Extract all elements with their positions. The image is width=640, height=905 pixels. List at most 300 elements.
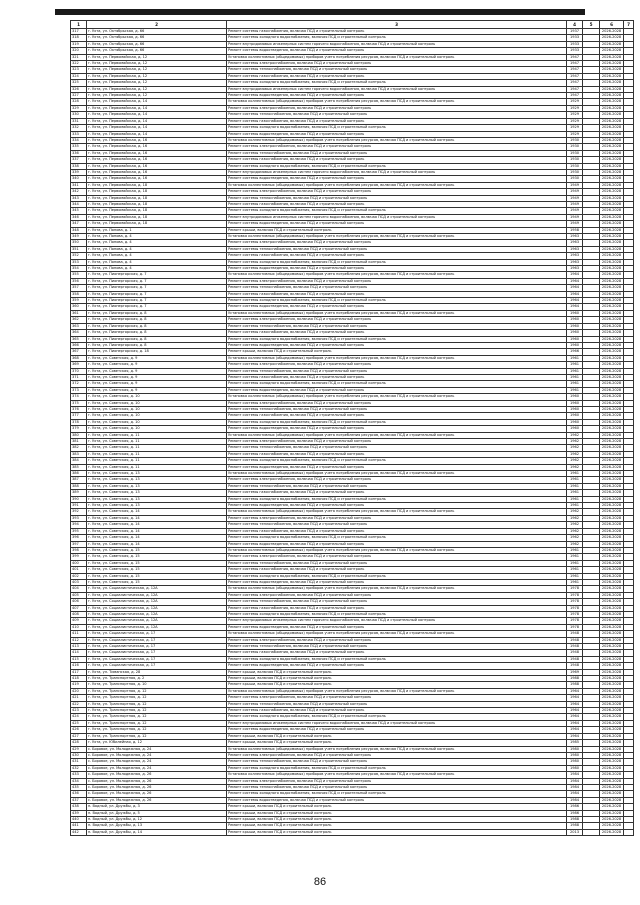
row-address: г. Ухта, ул. Советская, д. 15 (87, 573, 227, 579)
row-work-type: Ремонт внутридомовых инженерных систем горячего водоснабжения, включая ПСД и строительный контроль (227, 214, 567, 220)
row-address: г. Ухта, ул. Пионергорская, д. 8 (87, 336, 227, 342)
row-address: п. Водный, ул. Дружбы, д. 3 (87, 804, 227, 810)
row-address: г. Ухта, ул. Советская, д. 9 (87, 387, 227, 393)
row-period: 2026-2028 (600, 387, 624, 393)
row-period: 2026-2028 (600, 381, 624, 387)
row-build-year: 1963 (567, 266, 583, 272)
row-work-type: Установка коллективных (общедомовых) приборов учета потребления ресурсов, включая ПСД и строительный контроль (227, 234, 567, 240)
row-number: 433 (71, 772, 87, 778)
row-address: г. Ухта, ул. Социалистическая, д. 17 (87, 637, 227, 643)
row-address: г. Ухта, ул. Социалистическая, д. 12А (87, 605, 227, 611)
row-number: 441 (71, 823, 87, 829)
row-build-year: 1978 (567, 605, 583, 611)
row-number: 364 (71, 330, 87, 336)
row-work-type: Ремонт системы холодного водоснабжения, включая ПСД и строительный контроль (227, 496, 567, 502)
row-period: 2026-2028 (600, 144, 624, 150)
row-number: 379 (71, 426, 87, 432)
row-build-year: 1962 (567, 451, 583, 457)
row-address: с. Боровое, ул. Молодежная, д. 26 (87, 797, 227, 803)
row-period: 2026-2028 (600, 695, 624, 701)
row-address: с. Боровое, ул. Молодежная, д. 24 (87, 746, 227, 752)
row-period: 2026-2028 (600, 772, 624, 778)
row-address: г. Ухта, ул. Пионергорская, д. 18 (87, 349, 227, 355)
row-work-type: Ремонт системы теплоснабжения, включая ПСД и строительный контроль (227, 112, 567, 118)
row-work-type: Ремонт системы теплоснабжения, включая ПСД и строительный контроль (227, 644, 567, 650)
row-build-year: 1960 (567, 413, 583, 419)
row-period: 2026-2028 (600, 214, 624, 220)
row-work-type: Ремонт системы электроснабжения, включая ПСД и строительный контроль (227, 439, 567, 445)
row-address: г. Ухта, ул. Советская, д. 15 (87, 547, 227, 553)
row-number: 384 (71, 458, 87, 464)
row-build-year: 1966 (567, 349, 583, 355)
row-build-year: 1985 (567, 740, 583, 746)
row-work-type: Ремонт системы водоотведения, включая ПСД и строительный контроль (227, 342, 567, 348)
row-number: 374 (71, 394, 87, 400)
row-number: 373 (71, 387, 87, 393)
row-period: 2026-2028 (600, 323, 624, 329)
row-address: г. Ухта, ул. Пионергорская, д. 7 (87, 272, 227, 278)
row-address: г. Ухта, ул. Транспортная, д. 10 (87, 682, 227, 688)
row-build-year: 1937 (567, 29, 583, 35)
row-period: 2026-2028 (600, 778, 624, 784)
table-body (71, 29, 634, 836)
row-period: 2026-2028 (600, 650, 624, 656)
row-address: г. Ухта, ул. Октябрьская, д. 66 (87, 29, 227, 35)
row-address: г. Ухта, ул. Советская, д. 14 (87, 528, 227, 534)
row-period: 2026-2028 (600, 816, 624, 822)
row-build-year: 1961 (567, 483, 583, 489)
row-build-year: 1947 (567, 93, 583, 99)
row-number: 400 (71, 560, 87, 566)
row-period: 2026-2028 (600, 201, 624, 207)
row-number: 436 (71, 791, 87, 797)
row-work-type: Ремонт системы холодного водоснабжения, включая ПСД и строительный контроль (227, 208, 567, 214)
row-build-year: 1984 (567, 784, 583, 790)
row-build-year: 1961 (567, 355, 583, 361)
row-number: 319 (71, 41, 87, 47)
row-build-year: 1961 (567, 381, 583, 387)
row-number: 438 (71, 804, 87, 810)
row-address: г. Ухта, ул. Советская, д. 13 (87, 496, 227, 502)
row-work-type: Ремонт системы газоснабжения, включая ПСД и строительный контроль (227, 29, 567, 35)
row-address: г. Ухта, ул. Советская, д. 10 (87, 413, 227, 419)
row-number: 365 (71, 336, 87, 342)
row-period: 2026-2028 (600, 611, 624, 617)
row-build-year: 1929 (567, 105, 583, 111)
row-build-year: 1948 (567, 631, 583, 637)
row-period: 2026-2028 (600, 349, 624, 355)
row-work-type: Ремонт системы электроснабжения, включая ПСД и строительный контроль (227, 189, 567, 195)
row-number: 382 (71, 445, 87, 451)
row-work-type: Ремонт системы газоснабжения, включая ПСД и строительный контроль (227, 253, 567, 259)
row-period: 2026-2028 (600, 298, 624, 304)
row-number: 431 (71, 759, 87, 765)
row-number: 326 (71, 86, 87, 92)
row-address: г. Ухта, ул. Пионергорская, д. 8 (87, 342, 227, 348)
row-number: 426 (71, 727, 87, 733)
row-period: 2026-2028 (600, 317, 624, 323)
row-address: с. Боровое, ул. Молодежная, д. 26 (87, 778, 227, 784)
row-number: 396 (71, 535, 87, 541)
row-build-year: 1949 (567, 182, 583, 188)
row-build-year: 1929 (567, 131, 583, 137)
row-work-type: Ремонт крыши, включая ПСД и строительный контроль (227, 829, 567, 835)
row-period: 2026-2028 (600, 86, 624, 92)
row-address: г. Ухта, ул. Попова, д. 4 (87, 253, 227, 259)
row-number: 318 (71, 35, 87, 41)
row-work-type: Ремонт системы газоснабжения, включая ПСД и строительный контроль (227, 374, 567, 380)
row-period: 2026-2028 (600, 784, 624, 790)
row-address: с. Боровое, ул. Молодежная, д. 26 (87, 784, 227, 790)
row-number: 410 (71, 624, 87, 630)
row-work-type: Установка коллективных (общедомовых) приборов учета потребления ресурсов, включая ПСД и строительный контроль (227, 54, 567, 60)
row-work-type: Ремонт системы газоснабжения, включая ПСД и строительный контроль (227, 451, 567, 457)
row-work-type: Ремонт системы водоотведения, включая ПСД и строительный контроль (227, 541, 567, 547)
row-work-type: Установка коллективных (общедомовых) приборов учета потребления ресурсов, включая ПСД и строительный контроль (227, 99, 567, 105)
header-col-5: 5 (583, 21, 600, 29)
row-work-type: Ремонт системы электроснабжения, включая ПСД и строительный контроль (227, 144, 567, 150)
row-build-year: 1948 (567, 656, 583, 662)
row-build-year: 1930 (567, 150, 583, 156)
row-build-year: 1964 (567, 278, 583, 284)
row-build-year: 1947 (567, 86, 583, 92)
row-number: 386 (71, 471, 87, 477)
row-period: 2026-2028 (600, 310, 624, 316)
header-col-2: 2 (87, 21, 227, 29)
row-number: 427 (71, 733, 87, 739)
row-address: г. Ухта, ул. Тиманская, д. 28 (87, 669, 227, 675)
row-period: 2026-2028 (600, 426, 624, 432)
row-work-type: Ремонт крыши, включая ПСД и строительный контроль (227, 349, 567, 355)
row-number: 348 (71, 227, 87, 233)
row-period: 2026-2028 (600, 374, 624, 380)
row-work-type: Ремонт системы теплоснабжения, включая ПСД и строительный контроль (227, 368, 567, 374)
row-build-year: 1962 (567, 445, 583, 451)
row-address: г. Ухта, ул. Советская, д. 10 (87, 419, 227, 425)
row-address: г. Ухта, ул. Советская, д. 14 (87, 509, 227, 515)
row-work-type: Ремонт крыши, включая ПСД и строительный контроль (227, 816, 567, 822)
row-work-type: Ремонт крыши, включая ПСД и строительный контроль (227, 682, 567, 688)
row-period: 2026-2028 (600, 195, 624, 201)
row-period: 2026-2028 (600, 93, 624, 99)
row-work-type: Ремонт системы водоотведения, включая ПСД и строительный контроль (227, 48, 567, 54)
row-period: 2026-2028 (600, 637, 624, 643)
row-period: 2026-2028 (600, 740, 624, 746)
row-work-type: Установка коллективных (общедомовых) приборов учета потребления ресурсов, включая ПСД и строительный контроль (227, 471, 567, 477)
row-period: 2026-2028 (600, 733, 624, 739)
row-build-year: 1961 (567, 503, 583, 509)
row-number: 334 (71, 137, 87, 143)
header-col-1: 1 (71, 21, 87, 29)
row-work-type: Ремонт системы газоснабжения, включая ПСД и строительный контроль (227, 605, 567, 611)
row-period: 2026-2028 (600, 227, 624, 233)
row-work-type: Ремонт системы электроснабжения, включая ПСД и строительный контроль (227, 61, 567, 67)
row-build-year: 1963 (567, 253, 583, 259)
row-number: 437 (71, 797, 87, 803)
row-number: 322 (71, 61, 87, 67)
row-period: 2026-2028 (600, 157, 624, 163)
row-period: 2026-2028 (600, 278, 624, 284)
row-period: 2026-2028 (600, 490, 624, 496)
row-build-year: 1962 (567, 528, 583, 534)
row-address: г. Ухта, ул. Первомайская, д. 12 (87, 73, 227, 79)
row-address: г. Ухта, ул. Советская, д. 11 (87, 445, 227, 451)
row-address: г. Ухта, ул. Советская, д. 11 (87, 451, 227, 457)
row-number: 411 (71, 631, 87, 637)
row-build-year: 1961 (567, 496, 583, 502)
row-work-type: Ремонт системы электроснабжения, включая ПСД и строительный контроль (227, 778, 567, 784)
row-number: 368 (71, 355, 87, 361)
row-work-type: Ремонт системы теплоснабжения, включая ПСД и строительный контроль (227, 150, 567, 156)
row-address: г. Ухта, ул. Первомайская, д. 16 (87, 163, 227, 169)
row-number: 403 (71, 579, 87, 585)
row-address: г. Ухта, ул. Пионергорская, д. 7 (87, 278, 227, 284)
row-build-year: 1929 (567, 118, 583, 124)
row-work-type: Ремонт крыши, включая ПСД и строительный контроль (227, 669, 567, 675)
row-number: 329 (71, 105, 87, 111)
row-work-type: Ремонт системы водоотведения, включая ПСД и строительный контроль (227, 387, 567, 393)
row-number: 359 (71, 298, 87, 304)
row-address: г. Ухта, ул. Попова, д. 4 (87, 234, 227, 240)
row-period: 2026-2028 (600, 451, 624, 457)
row-period: 2026-2028 (600, 439, 624, 445)
row-number: 339 (71, 169, 87, 175)
row-build-year: 1933 (567, 35, 583, 41)
row-address: г. Ухта, ул. Советская, д. 9 (87, 368, 227, 374)
row-work-type: Ремонт системы водоотведения, включая ПСД и строительный контроль (227, 797, 567, 803)
row-build-year: 1978 (567, 586, 583, 592)
row-work-type: Ремонт внутридомовых инженерных систем горячего водоснабжения, включая ПСД и строительный контроль (227, 169, 567, 175)
row-number: 327 (71, 93, 87, 99)
row-period: 2026-2028 (600, 765, 624, 771)
row-work-type: Ремонт системы газоснабжения, включая ПСД и строительный контроль (227, 201, 567, 207)
row-number: 345 (71, 208, 87, 214)
row-build-year: 1961 (567, 374, 583, 380)
row-work-type: Установка коллективных (общедомовых) приборов учета потребления ресурсов, включая ПСД и строительный контроль (227, 746, 567, 752)
row-number: 393 (71, 515, 87, 521)
row-work-type: Ремонт системы холодного водоснабжения, включая ПСД и строительный контроль (227, 791, 567, 797)
row-build-year: 1984 (567, 791, 583, 797)
row-build-year: 1961 (567, 490, 583, 496)
row-build-year: 1964 (567, 701, 583, 707)
row-build-year: 1961 (567, 560, 583, 566)
row-address: г. Ухта, ул. Первомайская, д. 14 (87, 125, 227, 131)
row-period: 2026-2028 (600, 483, 624, 489)
row-address: г. Ухта, ул. Социалистическая, д. 12А (87, 586, 227, 592)
row-build-year: 1960 (567, 406, 583, 412)
header-col-6: 6 (600, 21, 624, 29)
row-work-type: Ремонт системы электроснабжения, включая ПСД и строительный контроль (227, 362, 567, 368)
row-address: г. Ухта, ул. Социалистическая, д. 12А (87, 592, 227, 598)
row-build-year: 1960 (567, 317, 583, 323)
row-build-year: 1962 (567, 541, 583, 547)
row-number: 434 (71, 778, 87, 784)
row-build-year: 1960 (567, 419, 583, 425)
row-period: 2026-2028 (600, 266, 624, 272)
row-period: 2026-2028 (600, 746, 624, 752)
row-period: 2026-2028 (600, 169, 624, 175)
row-number: 398 (71, 547, 87, 553)
row-number: 358 (71, 291, 87, 297)
row-build-year: 1961 (567, 387, 583, 393)
row-number: 385 (71, 464, 87, 470)
row-work-type: Ремонт системы холодного водоснабжения, включая ПСД и строительный контроль (227, 259, 567, 265)
row-period: 2026-2028 (600, 720, 624, 726)
row-work-type: Ремонт системы электроснабжения, включая ПСД и строительный контроль (227, 400, 567, 406)
row-number: 366 (71, 342, 87, 348)
row-period: 2026-2028 (600, 554, 624, 560)
row-work-type: Ремонт крыши, включая ПСД и строительный контроль (227, 740, 567, 746)
row-work-type: Ремонт системы электроснабжения, включая ПСД и строительный контроль (227, 515, 567, 521)
row-period: 2026-2028 (600, 400, 624, 406)
row-number: 320 (71, 48, 87, 54)
row-build-year: 1929 (567, 112, 583, 118)
row-work-type: Ремонт системы теплоснабжения, включая ПСД и строительный контроль (227, 759, 567, 765)
row-build-year: 1949 (567, 208, 583, 214)
row-address: г. Ухта, ул. Социалистическая, д. 17 (87, 650, 227, 656)
row-address: г. Ухта, ул. Социалистическая, д. 17 (87, 644, 227, 650)
row-build-year: 1949 (567, 201, 583, 207)
row-period: 2026-2028 (600, 105, 624, 111)
row-address: г. Ухта, ул. Социалистическая, д. 12А (87, 611, 227, 617)
row-address: г. Ухта, ул. Первомайская, д. 12 (87, 61, 227, 67)
row-work-type: Ремонт системы холодного водоснабжения, включая ПСД и строительный контроль (227, 125, 567, 131)
row-number: 415 (71, 656, 87, 662)
row-address: п. Водный, ул. Дружбы, д. 12 (87, 816, 227, 822)
row-period: 2026-2028 (600, 496, 624, 502)
row-number: 401 (71, 567, 87, 573)
row-address: г. Ухта, ул. Социалистическая, д. 17 (87, 656, 227, 662)
row-work-type: Ремонт системы газоснабжения, включая ПСД и строительный контроль (227, 330, 567, 336)
row-number: 367 (71, 349, 87, 355)
row-address: г. Ухта, ул. Советская, д. 14 (87, 541, 227, 547)
row-number: 343 (71, 195, 87, 201)
row-period: 2026-2028 (600, 406, 624, 412)
row-period: 2026-2028 (600, 727, 624, 733)
row-work-type: Ремонт системы водоотведения, включая ПСД и строительный контроль (227, 624, 567, 630)
row-work-type: Ремонт системы водоотведения, включая ПСД и строительный контроль (227, 579, 567, 585)
row-period: 2026-2028 (600, 304, 624, 310)
row-period: 2026-2028 (600, 330, 624, 336)
row-address: г. Ухта, ул. Советская, д. 14 (87, 515, 227, 521)
row-build-year: 1961 (567, 579, 583, 585)
row-build-year: 1960 (567, 323, 583, 329)
row-number: 440 (71, 816, 87, 822)
row-work-type: Ремонт системы холодного водоснабжения, включая ПСД и строительный контроль (227, 714, 567, 720)
row-work-type: Ремонт системы электроснабжения, включая ПСД и строительный контроль (227, 105, 567, 111)
row-address: г. Ухта, ул. Первомайская, д. 18 (87, 221, 227, 227)
row-work-type: Ремонт системы теплоснабжения, включая ПСД и строительный контроль (227, 323, 567, 329)
row-work-type: Ремонт системы водоотведения, включая ПСД и строительный контроль (227, 663, 567, 669)
row-period: 2026-2028 (600, 413, 624, 419)
row-build-year: 1961 (567, 477, 583, 483)
row-work-type: Ремонт системы теплоснабжения, включая ПСД и строительный контроль (227, 195, 567, 201)
row-build-year: 1964 (567, 298, 583, 304)
row-period: 2026-2028 (600, 458, 624, 464)
row-build-year: 1978 (567, 618, 583, 624)
row-number: 399 (71, 554, 87, 560)
row-period: 2026-2028 (600, 291, 624, 297)
row-period: 2026-2028 (600, 137, 624, 143)
program-table-sheet (70, 20, 633, 836)
row-period: 2026-2028 (600, 823, 624, 829)
row-number: 369 (71, 362, 87, 368)
row-period: 2026-2028 (600, 67, 624, 73)
row-address: г. Ухта, ул. Попова, д. 4 (87, 240, 227, 246)
row-number: 342 (71, 189, 87, 195)
row-number: 419 (71, 682, 87, 688)
row-period: 2026-2028 (600, 669, 624, 675)
row-address: с. Боровое, ул. Молодежная, д. 24 (87, 759, 227, 765)
row-number: 356 (71, 278, 87, 284)
page-number: 86 (313, 876, 327, 888)
row-address: г. Ухта, ул. Попова, д. 1 (87, 227, 227, 233)
row-build-year: 1960 (567, 426, 583, 432)
row-work-type: Ремонт системы газоснабжения, включая ПСД и строительный контроль (227, 567, 567, 573)
row-number: 392 (71, 509, 87, 515)
row-build-year: 1947 (567, 54, 583, 60)
row-number: 341 (71, 182, 87, 188)
row-address: г. Ухта, ул. Транспортная, д. 2 (87, 676, 227, 682)
row-address: г. Ухта, ул. Советская, д. 13 (87, 471, 227, 477)
row-build-year: 1961 (567, 547, 583, 553)
row-work-type: Ремонт системы холодного водоснабжения, включая ПСД и строительный контроль (227, 611, 567, 617)
row-build-year: 1948 (567, 650, 583, 656)
row-work-type: Ремонт системы холодного водоснабжения, включая ПСД и строительный контроль (227, 80, 567, 86)
row-address: г. Ухта, ул. Первомайская, д. 12 (87, 67, 227, 73)
row-build-year: 1958 (567, 227, 583, 233)
row-work-type: Ремонт системы водоотведения, включая ПСД и строительный контроль (227, 221, 567, 227)
row-work-type: Ремонт системы холодного водоснабжения, включая ПСД и строительный контроль (227, 298, 567, 304)
row-number: 324 (71, 73, 87, 79)
row-work-type: Установка коллективных (общедомовых) приборов учета потребления ресурсов, включая ПСД и строительный контроль (227, 631, 567, 637)
row-work-type: Установка коллективных (общедомовых) приборов учета потребления ресурсов, включая ПСД и строительный контроль (227, 272, 567, 278)
row-period: 2026-2028 (600, 624, 624, 630)
row-work-type: Ремонт системы теплоснабжения, включая ПСД и строительный контроль (227, 445, 567, 451)
row-work-type: Ремонт системы водоотведения, включая ПСД и строительный контроль (227, 131, 567, 137)
row-period: 2026-2028 (600, 163, 624, 169)
row-address: г. Ухта, ул. Советская, д. 9 (87, 374, 227, 380)
row-build-year: 1988 (567, 676, 583, 682)
row-number: 407 (71, 605, 87, 611)
row-number: 346 (71, 214, 87, 220)
row-period: 2026-2028 (600, 586, 624, 592)
row-address: г. Ухта, ул. Первомайская, д. 16 (87, 144, 227, 150)
row-work-type: Ремонт крыши, включая ПСД и строительный контроль (227, 810, 567, 816)
row-work-type: Ремонт внутридомовых инженерных систем горячего водоснабжения, включая ПСД и строительный контроль (227, 618, 567, 624)
row-build-year: 1929 (567, 99, 583, 105)
row-work-type: Ремонт системы холодного водоснабжения, включая ПСД и строительный контроль (227, 336, 567, 342)
row-address: г. Ухта, ул. Транспортная, д. 12 (87, 695, 227, 701)
row-address: г. Ухта, ул. Первомайская, д. 18 (87, 214, 227, 220)
row-period: 2026-2028 (600, 419, 624, 425)
row-period: 2026-2028 (600, 118, 624, 124)
row-number: 328 (71, 99, 87, 105)
row-number: 380 (71, 432, 87, 438)
row-address: с. Боровое, ул. Молодежная, д. 26 (87, 772, 227, 778)
row-work-type: Ремонт системы газоснабжения, включая ПСД и строительный контроль (227, 528, 567, 534)
row-address: г. Ухта, ул. Транспортная, д. 12 (87, 708, 227, 714)
row-period: 2026-2028 (600, 125, 624, 131)
row-number: 420 (71, 688, 87, 694)
row-build-year: 1984 (567, 778, 583, 784)
row-number: 323 (71, 67, 87, 73)
row-work-type: Ремонт крыши, включая ПСД и строительный контроль (227, 676, 567, 682)
row-work-type: Ремонт системы теплоснабжения, включая ПСД и строительный контроль (227, 483, 567, 489)
row-build-year: 1980 (567, 759, 583, 765)
row-number: 361 (71, 310, 87, 316)
row-address: г. Ухта, ул. Советская, д. 11 (87, 439, 227, 445)
